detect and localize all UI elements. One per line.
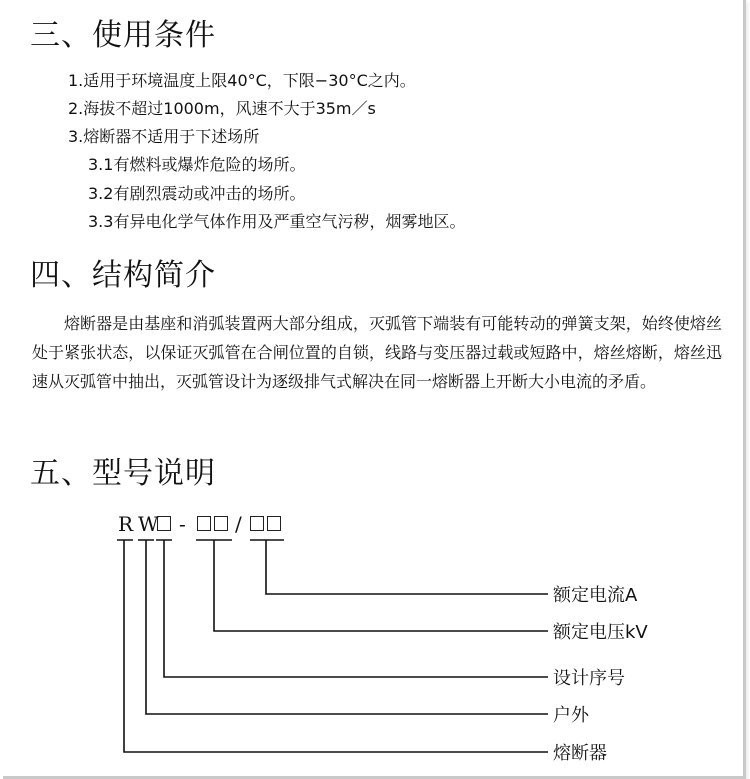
section4-heading: 四、结构简介 (30, 258, 216, 293)
model-letter-w: W (138, 512, 159, 536)
condition-subitem-1: 3.1有燃料或爆炸危险的场所。 (88, 155, 306, 174)
label-fuse: 熔断器 (553, 743, 607, 764)
leader-voltage (214, 540, 548, 631)
condition-item-2: 2.海拔不超过1000m，风速不大于35m／s (68, 99, 376, 118)
leader-fuse (124, 540, 548, 752)
label-rated-current: 额定电流A (553, 585, 638, 606)
section3-heading: 三、使用条件 (30, 18, 216, 53)
condition-item-1: 1.适用于环境温度上限40°C，下限−30°C之内。 (68, 71, 416, 90)
model-slash: / (235, 512, 242, 536)
condition-item-3: 3.熔断器不适用于下述场所 (68, 127, 260, 146)
model-letter-r: R (118, 512, 134, 536)
model-dash: - (179, 512, 186, 536)
structure-paragraph: 熔断器是由基座和消弧装置两大部分组成，灭弧管下端装有可能转动的弹簧支架，始终使熔丝处于紧张状态，以保证灭弧管在合闸位置的自锁，线路与变压器过载或短路中，熔丝熔断，熔丝迅速从灭弧管中抽出，灭弧管设计为逐级排气式解决在同一熔断器上开断大小电流的矛盾。 (32, 314, 722, 391)
label-design-serial: 设计序号 (553, 668, 625, 689)
leader-outdoor (146, 540, 548, 714)
leader-current (266, 540, 548, 594)
condition-subitem-2: 3.2有剧烈震动或冲击的场所。 (88, 184, 306, 203)
label-outdoor: 户外 (553, 705, 589, 726)
condition-subitem-3: 3.3有异电化学气体作用及严重空气污秽，烟雾地区。 (88, 212, 466, 231)
leader-serial (164, 540, 548, 677)
section5-heading: 五、型号说明 (30, 456, 216, 491)
label-rated-voltage: 额定电压kV (553, 622, 648, 643)
